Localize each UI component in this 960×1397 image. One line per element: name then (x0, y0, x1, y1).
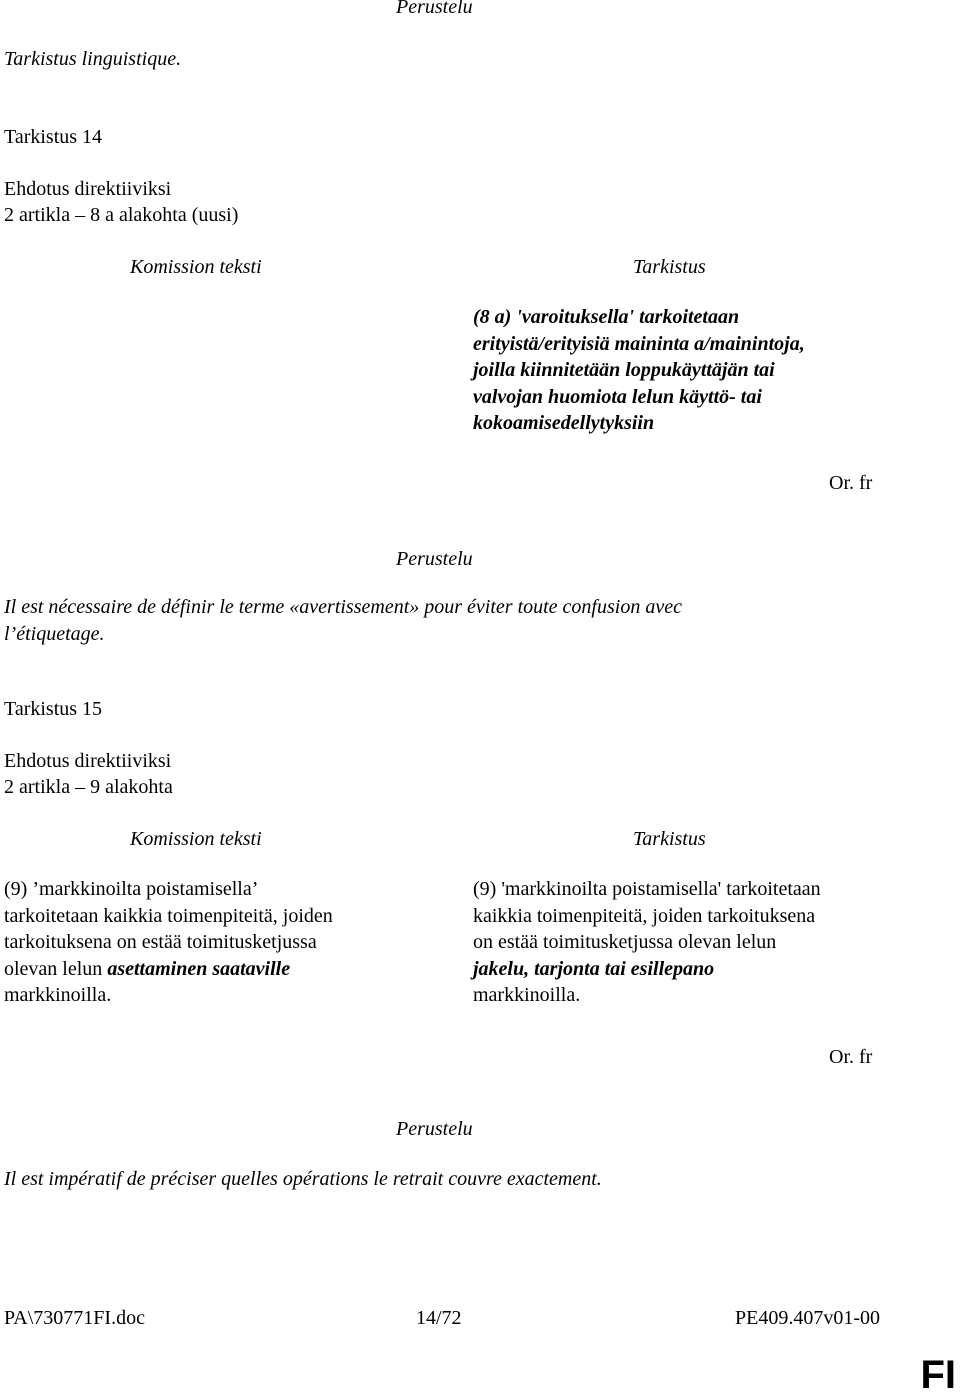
amendment-text-line: kokoamisedellytyksiin (473, 412, 655, 434)
justification-text: Il est impératif de préciser quelles opérations le retrait couvre exactement. (4, 1168, 602, 1190)
amendment-text-line: (9) 'markkinoilta poistamisella' tarkoitetaan (473, 878, 821, 900)
page-number: 14/72 (416, 1307, 462, 1329)
commission-text-header: Komission teksti (130, 256, 262, 278)
amendment-text (473, 304, 943, 437)
amendment-text-header: Tarkistus (633, 828, 706, 850)
changed-text: asettaminen saataville (107, 957, 291, 980)
commission-text-line: (9) ’markkinoilta poistamisella’ (4, 878, 259, 900)
proposal-label: Ehdotus direktiiviksi (4, 750, 172, 772)
pe-reference: PE409.407v01-00 (735, 1307, 880, 1329)
amendment-text-line: (8 a) 'varoituksella' tarkoitetaan (473, 306, 740, 328)
article-reference: 2 artikla – 9 alakohta (4, 776, 173, 798)
perustelu-heading: Perustelu (396, 0, 473, 18)
commission-text-line: tarkoitetaan kaikkia toimenpiteitä, joiden (4, 904, 333, 927)
document-reference: PA\730771FI.doc (4, 1307, 145, 1329)
justification-text: Tarkistus linguistique. (4, 48, 182, 70)
amendment-text-line: markkinoilla. (473, 984, 581, 1006)
commission-text-header: Komission teksti (130, 828, 262, 850)
amendment-number: Tarkistus 14 (4, 126, 103, 148)
amendment-text-line: kaikkia toimenpiteitä, joiden tarkoituksena (473, 904, 816, 927)
changed-text: jakelu, tarjonta tai esillepano (473, 957, 715, 980)
commission-text-line: tarkoituksena on estää toimitusketjussa (4, 931, 317, 953)
justification-line: l’étiquetage. (4, 622, 105, 645)
proposal-label: Ehdotus direktiiviksi (4, 178, 172, 200)
amendment-text-line: valvojan huomiota lelun käyttö- tai (473, 385, 762, 408)
original-language: Or. fr (829, 472, 873, 494)
commission-text-line (4, 956, 424, 983)
amendment-text-header: Tarkistus (633, 256, 706, 278)
article-reference: 2 artikla – 8 a alakohta (uusi) (4, 204, 239, 226)
amendment-text (473, 876, 943, 1009)
justification-text (4, 594, 682, 647)
perustelu-heading: Perustelu (396, 548, 473, 570)
perustelu-heading: Perustelu (396, 1118, 473, 1140)
commission-text-line: markkinoilla. (4, 984, 112, 1006)
original-language: Or. fr (829, 1046, 873, 1068)
amendment-text-line: on estää toimitusketjussa olevan lelun (473, 931, 777, 953)
amendment-text-line: erityistä/erityisiä maininta a/mainintoja, (473, 332, 805, 355)
plain-text: olevan lelun (4, 957, 108, 980)
justification-line: Il est nécessaire de définir le terme «avertissement» pour éviter toute confusion avec (4, 596, 682, 618)
amendment-number: Tarkistus 15 (4, 698, 103, 720)
amendment-text-line: joilla kiinnitetään loppukäyttäjän tai (473, 359, 775, 381)
commission-text (4, 876, 424, 1009)
language-mark: FI (920, 1353, 956, 1397)
